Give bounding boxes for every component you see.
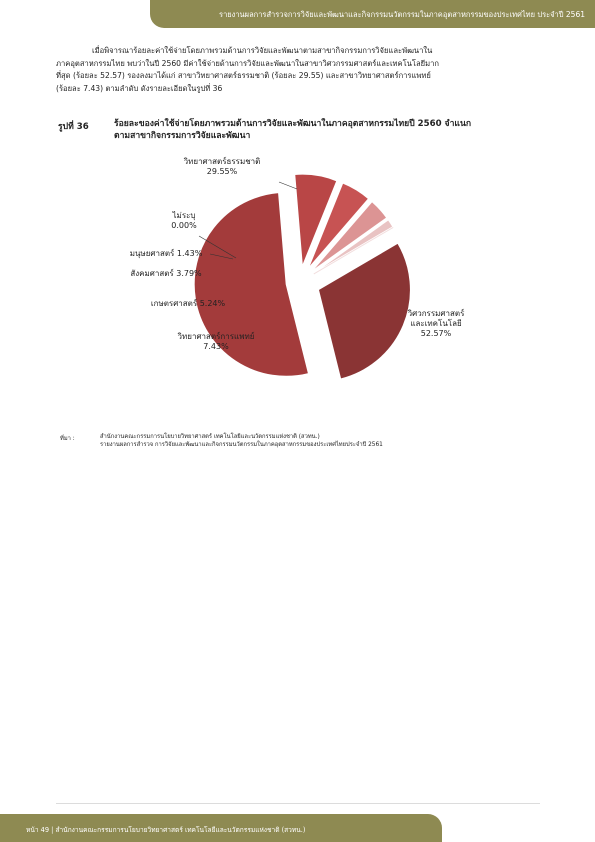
footer-text: หน้า 49 | สำนักงานคณะกรรมการนโยบายวิทยาศาสตร์ เทคโนโลยีและนวัตกรรมแห่งชาติ (สวทน.) [26, 826, 306, 834]
figure-title-line: ร้อยละของค่าใช้จ่ายโดยภาพรวมด้านการวิจัยและพัฒนาในภาคอุตสาหกรรมไทยปี 2560 จำแนก [114, 119, 472, 129]
leader-line [279, 182, 297, 189]
source-text [100, 433, 383, 449]
body-line: (ร้อยละ 7.43) ตามลำดับ ดังรายละเอียดในรูปที่ 36 [56, 83, 223, 93]
body-line: ภาคอุตสาหกรรมไทย พบว่าในปี 2560 มีค่าใช้จ่ายด้านการวิจัยและพัฒนาในสาขาวิศวกรรมศาสตร์และเทคโนโลยีมาก [56, 58, 439, 68]
slice-label: ไม่ระบุ 0.00% [171, 211, 197, 230]
slice-label: สังคมศาสตร์ 3.79% [130, 269, 202, 278]
footer-band [0, 814, 442, 842]
slice-label: มนุษยศาสตร์ 1.43% [129, 249, 203, 258]
slice-label: วิศวกรรมศาสตร์และเทคโนโลยี 52.57% [407, 309, 465, 338]
body-line: เมื่อพิจารณาร้อยละค่าใช้จ่ายโดยภาพรวมด้านการวิจัยและพัฒนาตามสาขากิจกรรมการวิจัยและพัฒนาใน [92, 46, 433, 55]
slice-label: วิทยาศาสตร์ธรรมชาติ 29.55% [183, 157, 261, 176]
header-title: รายงานผลการสำรวจการวิจัยและพัฒนาและกิจกรรมนวัตกรรมในภาคอุตสาหกรรมของประเทศไทย ประจำปี 2561 [219, 10, 585, 19]
source-line: รายงานผลการสำรวจ การวิจัยและพัฒนาและกิจกรรมนวัตกรรมในภาคอุตสาหกรรมของประเทศไทยประจำปี 2561 [100, 442, 383, 448]
slice-label: วิทยาศาสตร์การแพทย์ 7.43% [177, 332, 255, 351]
source-label: ที่มา : [60, 436, 75, 442]
footer-divider [56, 803, 540, 804]
source-line: สำนักงานคณะกรรมการนโยบายวิทยาศาสตร์ เทคโนโลยีและนวัตกรรมแห่งชาติ (สวทน.) [100, 434, 320, 440]
figure-label: รูปที่ 36 [58, 122, 89, 132]
slice-label: เกษตรศาสตร์ 5.24% [150, 299, 226, 308]
body-line: ที่สุด (ร้อยละ 52.57) รองลงมาได้แก่ สาขาวิทยาศาสตร์ธรรมชาติ (ร้อยละ 29.55) และสาขาวิทยาศาสตร์การแพทย์ [56, 71, 431, 80]
figure-title-line: ตามสาขากิจกรรมการวิจัยและพัฒนา [114, 130, 251, 141]
